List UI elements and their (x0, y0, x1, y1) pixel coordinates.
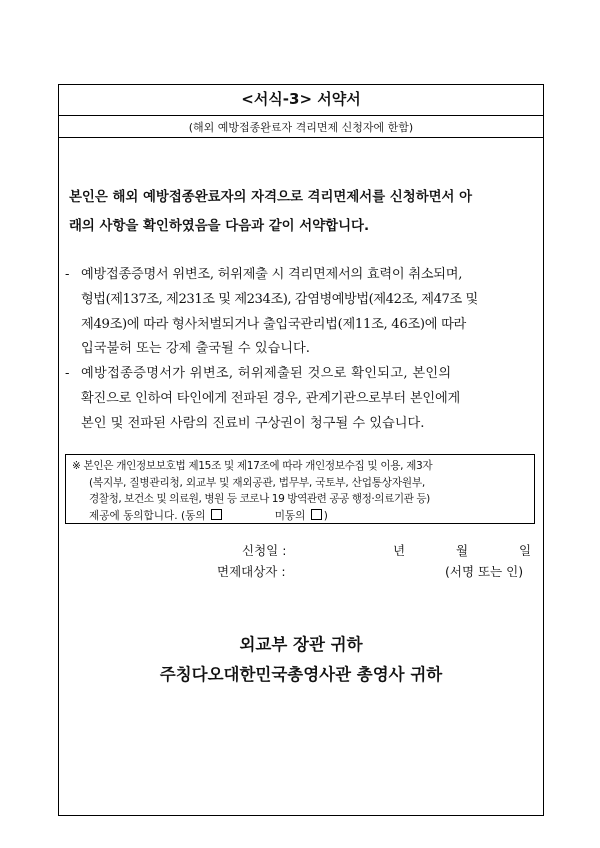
term-item-medical-cost-claim (63, 362, 539, 436)
pledge-statement (69, 183, 539, 241)
recipient-consul-general: 주칭다오대한민국총영사관 총영사 귀하 (159, 665, 443, 684)
applicant-label: 면제대상자 : (217, 564, 286, 579)
consent-disagree-label: 미동의 (274, 509, 306, 522)
consent-close-paren: ) (323, 509, 328, 522)
date-day-label: 일 (519, 543, 532, 558)
pledge-form (58, 84, 544, 816)
application-date-label: 신청일 : (242, 543, 287, 558)
date-year-label: 년 (393, 543, 406, 558)
consent-disagree-checkbox[interactable] (311, 509, 322, 520)
pledge-line: 래의 사항을 확인하였음을 다음과 같이 서약합니다. (69, 219, 370, 234)
term-line: 본인 및 전파된 사람의 진료비 구상권이 청구될 수 있습니다. (81, 415, 425, 431)
consent-agree-checkbox[interactable] (211, 509, 222, 520)
pledge-line: 본인은 해외 예방접종완료자의 자격으로 격리면제서를 신청하면서 아 (69, 190, 473, 205)
signature-hint: (서명 또는 인) (445, 564, 524, 579)
form-title: <서식-3> 서약서 (59, 85, 543, 116)
term-line: 예방접종증명서가 위변조, 허위제출된 것으로 확인되고, 본인의 (81, 366, 452, 382)
list-dash: - (65, 267, 70, 282)
term-line: 입국불허 또는 강제 출국될 수 있습니다. (81, 341, 310, 357)
privacy-consent-box (65, 454, 535, 524)
consent-last-line (72, 508, 528, 525)
list-dash: - (65, 366, 70, 382)
term-item-falsification-penalty (63, 263, 539, 362)
subtitle-divider (59, 137, 543, 138)
terms-list (63, 263, 539, 437)
consent-line: (복지부, 질병관리청, 외교부 및 재외공관, 법무부, 국토부, 산업통상자원부, (89, 476, 426, 489)
consent-line: ※ 본인은 개인정보보호법 제15조 및 제17조에 따라 개인정보수집 및 이용, 제3자 (72, 460, 433, 472)
date-month-label: 월 (456, 543, 469, 558)
term-line: 형법(제137조, 제231조 및 제234조), 감염병예방법(제42조, 제47조 및 (81, 291, 478, 307)
consent-agree-text: 제공에 동의합니다. (동의 (89, 509, 206, 522)
term-line: 제49조)에 따라 형사처벌되거나 출입국관리법(제11조, 46조)에 따라 (81, 316, 466, 332)
consent-line: 경찰청, 보건소 및 의료원, 병원 등 코로나 19 방역관련 공공 행정·의료기관 등) (89, 493, 430, 505)
term-line: 확진으로 인하여 타인에게 전파된 경우, 관계기관으로부터 본인에게 (81, 390, 461, 406)
form-subtitle: (해외 예방접종완료자 격리면제 신청자에 한함) (188, 121, 414, 134)
recipient-minister: 외교부 장관 귀하 (239, 635, 363, 654)
term-line: 예방접종증명서 위변조, 허위제출 시 격리면제서의 효력이 취소되며, (81, 267, 463, 282)
